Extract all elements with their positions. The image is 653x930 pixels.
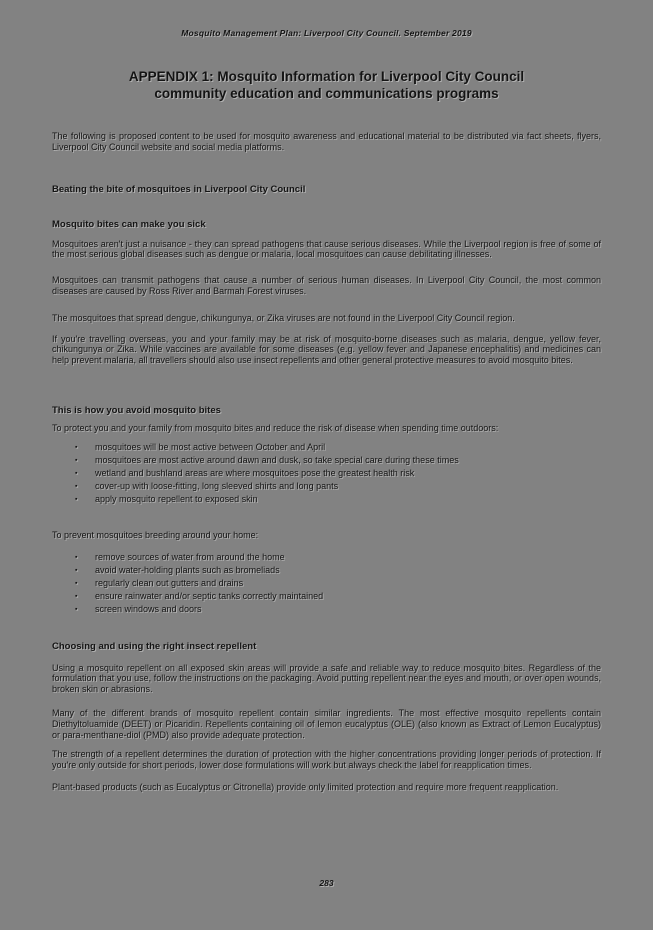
list-item [75,454,601,467]
heading-bites-make-you-sick: Mosquito bites can make you sick [52,218,206,230]
bullet-icon: ▪ [75,579,78,587]
list-item [75,577,601,590]
outdoors-bullet-list [52,441,601,506]
list-item [75,467,601,480]
bullet-icon: ▪ [75,553,78,561]
bullet-icon: ▪ [75,605,78,613]
bullet-icon: ▪ [75,482,78,490]
list-item-text: ensure rainwater and/or septic tanks correctly maintained [95,590,324,601]
list-item [75,480,601,493]
sick-paragraph-1: Mosquitoes aren't just a nuisance - they can spread pathogens that cause serious diseases. While the Liverpool region is free of some of the most serious global diseases such as dengue or malaria, local mosquitoes can cause debilitating illnesses. [52,238,601,260]
bullet-icon: ▪ [75,495,78,503]
list-item-text: remove sources of water from around the home [95,551,285,562]
list-item [75,564,601,577]
page-title-line2: community education and communications programs [154,86,499,101]
bullet-icon: ▪ [75,456,78,464]
list-item-text: mosquitoes are most active around dawn and dusk, so take special care during these times [95,454,459,465]
list-item [75,603,601,616]
page-number: 283 [319,878,334,888]
list-item [75,551,601,564]
list-item-text: avoid water-holding plants such as bromeliads [95,564,280,575]
bullet-icon: ▪ [75,592,78,600]
list-item [75,441,601,454]
avoid-home-intro: To prevent mosquitoes breeding around your home: [52,529,259,540]
list-item-text: mosquitoes will be most active between October and April [95,441,326,452]
list-item-text: wetland and bushland areas are where mosquitoes pose the greatest health risk [95,467,415,478]
list-item [75,590,601,603]
repellent-paragraph-1: Using a mosquito repellent on all exposed skin areas will provide a safe and reliable way to reduce mosquito bites. Regardless of the formulation that you use, follow the instructions on the packaging. Avoid putting repellent near the eyes and mouth, or over open wounds, broken skin or abrasions. [52,662,601,695]
repellent-paragraph-2: Many of the different brands of mosquito repellent contain similar ingredients. The most effective mosquito repellents contain Diethyltoluamide (DEET) or Picaridin. Repellents containing oil of lemon eucalyptus (OLE) (also known as Extract of Lemon Eucalyptus) or para-menthane-diol (PMD) also provide adequate protection. [52,707,601,740]
bullet-icon: ▪ [75,443,78,451]
list-item-text: apply mosquito repellent to exposed skin [95,493,258,504]
repellent-paragraph-3: The strength of a repellent determines the duration of protection with the higher concentrations providing longer periods of protection. If you're only outside for short periods, lower dose formulations will work but always check the label for reapplication times. [52,749,601,771]
sick-paragraph-2: Mosquitoes can transmit pathogens that cause a number of serious human diseases. In Liverpool City Council, the most common diseases are caused by Ross River and Barmah Forest viruses. [52,275,601,296]
list-item [75,493,601,506]
bullet-icon: ▪ [75,469,78,477]
avoid-outdoors-intro: To protect you and your family from mosquito bites and reduce the risk of disease when spending time outdoors: [52,422,499,433]
bullet-icon: ▪ [75,566,78,574]
page-title-line1: APPENDIX 1: Mosquito Information for Liverpool City Council [128,69,525,84]
intro-paragraph: The following is proposed content to be used for mosquito awareness and educational material to be distributed via fact sheets, flyers, Liverpool City Council website and social media platforms. [52,131,601,152]
sick-paragraph-3: The mosquitoes that spread dengue, chikungunya, or Zika viruses are not found in the Liverpool City Council region. [52,312,515,323]
sick-paragraph-4: If you're travelling overseas, you and your family may be at risk of mosquito-borne diseases such as malaria, dengue, yellow fever, chikungunya or Zika. While vaccines are available for some diseases (e.g. yellow fever and Japanese encephalitis) and medicines can help prevent malaria, all travellers should also use insect repellents and other general protective measures to avoid mosquito bites. [52,333,601,366]
repellent-paragraph-4: Plant-based products (such as Eucalyptus or Citronella) provide only limited protection and require more frequent reapplication. [52,781,559,792]
list-item-text: cover-up with loose-fitting, long sleeved shirts and long pants [95,480,339,491]
list-item-text: screen windows and doors [95,603,202,614]
heading-avoid-mosquito-bites: This is how you avoid mosquito bites [52,404,221,416]
heading-beating-the-bite: Beating the bite of mosquitoes in Liverpool City Council [52,183,306,195]
running-header: Mosquito Management Plan: Liverpool City Council. September 2019 [181,28,472,38]
list-item-text: regularly clean out gutters and drains [95,577,244,588]
home-bullet-list [52,551,601,616]
heading-insect-repellent: Choosing and using the right insect repellent [52,640,257,652]
page-title [52,68,601,102]
